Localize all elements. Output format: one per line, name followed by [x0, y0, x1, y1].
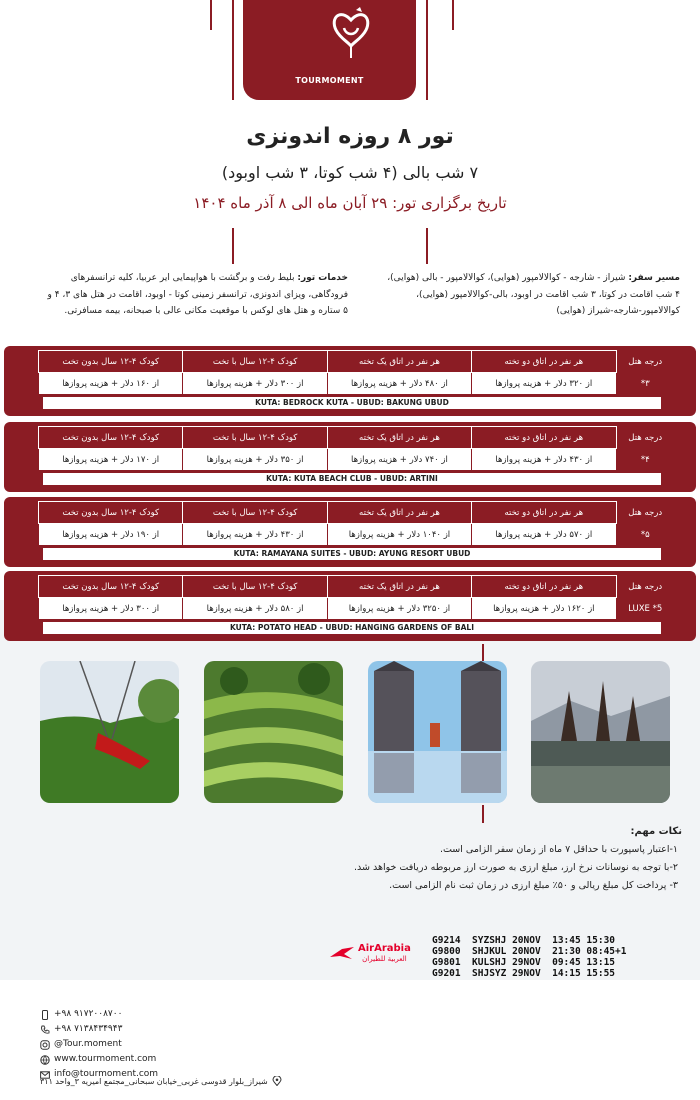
price-child-with-bed: از ۴۳۰ دلار + هزینه پروازها [183, 524, 327, 546]
instagram-handle: @Tour.moment [54, 1039, 122, 1049]
services-label: خدمات تور: [297, 273, 348, 283]
header-single-room: هر نفر در اتاق یک تخته [327, 502, 471, 524]
route-info [380, 270, 680, 320]
decor-line-left [232, 0, 234, 100]
route-label: مسیر سفر: [628, 273, 680, 283]
header-double-room: هر نفر در اتاق دو تخته [472, 502, 616, 524]
header-child-no-bed: کودک ۴-۱۲ سال بدون تخت [39, 427, 183, 449]
tour-dates: تاریخ برگزاری تور: ۲۹ آبان ماه الی ۸ آذر ماه ۱۴۰۴ [193, 194, 507, 212]
price-table [38, 350, 674, 395]
contact-list [40, 1007, 158, 1082]
brand-name: TOURMOMENT [295, 76, 364, 85]
price-single-room: از ۷۴۰ دلار + هزینه پروازها [327, 449, 471, 471]
header-double-room: هر نفر در اتاق دو تخته [472, 351, 616, 373]
price-single-room: از ۱۰۴۰ دلار + هزینه پروازها [327, 524, 471, 546]
price-child-no-bed: از ۱۷۰ دلار + هزینه پروازها [39, 449, 183, 471]
header-grade: درجه هتل [628, 581, 663, 592]
price-child-with-bed: از ۵۸۰ دلار + هزینه پروازها [183, 598, 327, 620]
contact-phone[interactable] [40, 1022, 158, 1037]
decor-line-right-2 [426, 228, 428, 264]
price-header-row [39, 502, 675, 524]
note-item: ۳- پرداخت کل مبلغ ریالی و ۵۰٪ مبلغ ارزی در زمان ثبت نام الزامی است. [389, 880, 678, 891]
decor-line-top-right [452, 0, 454, 30]
price-value-row [39, 598, 675, 620]
important-notes [122, 823, 682, 895]
price-single-room: از ۳۲۵۰ دلار + هزینه پروازها [327, 598, 471, 620]
decor-line-right [426, 0, 428, 100]
price-card [4, 346, 696, 416]
header-child-with-bed: کودک ۴-۱۲ سال با تخت [183, 502, 327, 524]
location-pin-icon [272, 1076, 282, 1086]
note-item: ۱-اعتبار پاسپورت با حداقل ۷ ماه از زمان سفر الزامی است. [439, 844, 678, 855]
airline-name-fa: العربية للطيران [362, 955, 407, 963]
decor-line-center-2 [482, 805, 484, 823]
price-header-row [39, 427, 675, 449]
price-value-row [39, 524, 675, 546]
hotel-names: KUTA: POTATO HEAD - UBUD: HANGING GARDENS OF BALI [42, 621, 662, 635]
price-double-room: از ۵۷۰ دلار + هزینه پروازها [472, 524, 616, 546]
header-grade: درجه هتل [628, 507, 663, 518]
header-child-no-bed: کودک ۴-۱۲ سال بدون تخت [39, 502, 183, 524]
header-child-with-bed: کودک ۴-۱۲ سال با تخت [183, 427, 327, 449]
services-text: بلیط رفت و برگشت با هواپیمایی ایر عربیا، کلیه ترانسفرهای فرودگاهی، ویزای اندونزی، ترانسفر زمینی کوتا - اوبود، اقامت در هتل های ۳، ۴ و ۵ ستاره و هتل های لوکس با موقعیت مکانی عالی با صبحانه، بیمه مسافرتی. [47, 273, 348, 316]
header-grade: درجه هتل [628, 432, 663, 443]
note-item: ۲-با توجه به نوسانات نرخ ارز، مبلغ ارزی به صورت ارز مربوطه دریافت خواهد شد. [353, 862, 678, 873]
globe-icon [40, 1055, 50, 1065]
price-double-room: از ۱۶۲۰ دلار + هزینه پروازها [472, 598, 616, 620]
decor-line-left-2 [232, 228, 234, 264]
price-card [4, 422, 696, 492]
photo-bali-swing [40, 661, 179, 803]
header-double-room: هر نفر در اتاق دو تخته [472, 427, 616, 449]
price-single-room: از ۴۸۰ دلار + هزینه پروازها [327, 373, 471, 395]
route-text: شیراز - شارجه - کوالالامپور (هوایی)، کوالالامپور - بالی (هوایی)، ۴ شب اقامت در کوتا، ۳ شب اقامت در اوبود، بالی-کوالالامپور (هوایی)، کوالالامپور-شارجه-شیراز (هوایی) [387, 273, 680, 316]
flight-schedule [432, 935, 626, 979]
photo-temple [531, 661, 670, 803]
price-table [38, 501, 674, 546]
price-header-row [39, 351, 675, 373]
address-text: شیراز_بلوار قدوسی غربی_خیابان سبحانی_مجتمع امیریه ۳_واحد ۳۱۱ [40, 1076, 268, 1086]
header-single-room: هر نفر در اتاق یک تخته [327, 427, 471, 449]
header-single-room: هر نفر در اتاق یک تخته [327, 576, 471, 598]
price-child-no-bed: از ۳۰۰ دلار + هزینه پروازها [39, 598, 183, 620]
price-card [4, 571, 696, 641]
hotel-grade: ۵* [640, 529, 650, 540]
email-address: info@tourmoment.com [54, 1069, 159, 1079]
price-child-with-bed: از ۳۰۰ دلار + هزینه پروازها [183, 373, 327, 395]
flight-row: G9214 SYZSHJ 20NOV 13:45 15:30 [432, 935, 616, 946]
price-child-no-bed: از ۱۹۰ دلار + هزینه پروازها [39, 524, 183, 546]
header-grade: درجه هتل [628, 356, 663, 367]
price-header-row [39, 576, 675, 598]
price-child-no-bed: از ۱۶۰ دلار + هزینه پروازها [39, 373, 183, 395]
flight-row: G9201 SHJSYZ 29NOV 14:15 15:55 [432, 968, 616, 979]
mobile-number: +۹۸ ۹۱۷۲۰۰۸۷۰۰ [54, 1009, 123, 1019]
airline-name: AirArabia [358, 943, 411, 954]
airline-logo [330, 944, 411, 964]
hotel-names: KUTA: RAMAYANA SUITES - UBUD: AYUNG RESORT UBUD [42, 547, 662, 561]
contact-mobile[interactable] [40, 1007, 158, 1022]
instagram-icon [40, 1040, 50, 1050]
contact-instagram[interactable] [40, 1037, 158, 1052]
services-info [40, 270, 348, 320]
photo-rice-terraces [204, 661, 343, 803]
mobile-icon [40, 1010, 50, 1020]
header-double-room: هر نفر در اتاق دو تخته [472, 576, 616, 598]
header-child-no-bed: کودک ۴-۱۲ سال بدون تخت [39, 351, 183, 373]
website-url: www.tourmoment.com [54, 1054, 157, 1064]
hotel-grade: ۴* [640, 454, 650, 465]
price-child-with-bed: از ۳۵۰ دلار + هزینه پروازها [183, 449, 327, 471]
phone-icon [40, 1025, 50, 1035]
contact-website[interactable] [40, 1052, 158, 1067]
decor-line-top-left [210, 0, 212, 30]
price-value-row [39, 449, 675, 471]
hotel-names: KUTA: BEDROCK KUTA - UBUD: BAKUNG UBUD [42, 396, 662, 410]
hotel-grade: 5* LUXE [628, 603, 663, 614]
price-table [38, 575, 674, 620]
header-child-with-bed: کودک ۴-۱۲ سال با تخت [183, 351, 327, 373]
hotel-names: KUTA: KUTA BEACH CLUB - UBUD: ARTINI [42, 472, 662, 486]
header-child-with-bed: کودک ۴-۱۲ سال با تخت [183, 576, 327, 598]
notes-title: نکات مهم: [630, 826, 682, 837]
contact-address [40, 1076, 282, 1086]
flight-row: G9801 KULSHJ 29NOV 09:45 13:15 [432, 957, 616, 968]
photo-gate-of-heaven [368, 661, 507, 803]
price-double-room: از ۴۳۰ دلار + هزینه پروازها [472, 449, 616, 471]
page-subtitle: ۷ شب بالی (۴ شب کوتا، ۳ شب اوبود) [221, 163, 479, 182]
page-title: تور ۸ روزه اندونزی [246, 124, 454, 149]
price-double-room: از ۳۲۰ دلار + هزینه پروازها [472, 373, 616, 395]
header-single-room: هر نفر در اتاق یک تخته [327, 351, 471, 373]
price-value-row [39, 373, 675, 395]
tourmoment-logo-icon [330, 6, 372, 70]
airarabia-icon [330, 947, 354, 961]
price-table [38, 426, 674, 471]
hotel-grade: ۳* [640, 378, 650, 389]
header-child-no-bed: کودک ۴-۱۲ سال بدون تخت [39, 576, 183, 598]
phone-number: +۹۸ ۷۱۳۸۴۳۴۹۴۳ [54, 1024, 123, 1034]
price-card [4, 497, 696, 567]
flight-row: G9800 SHJKUL 20NOV 21:30 08:45+1 [432, 946, 627, 957]
